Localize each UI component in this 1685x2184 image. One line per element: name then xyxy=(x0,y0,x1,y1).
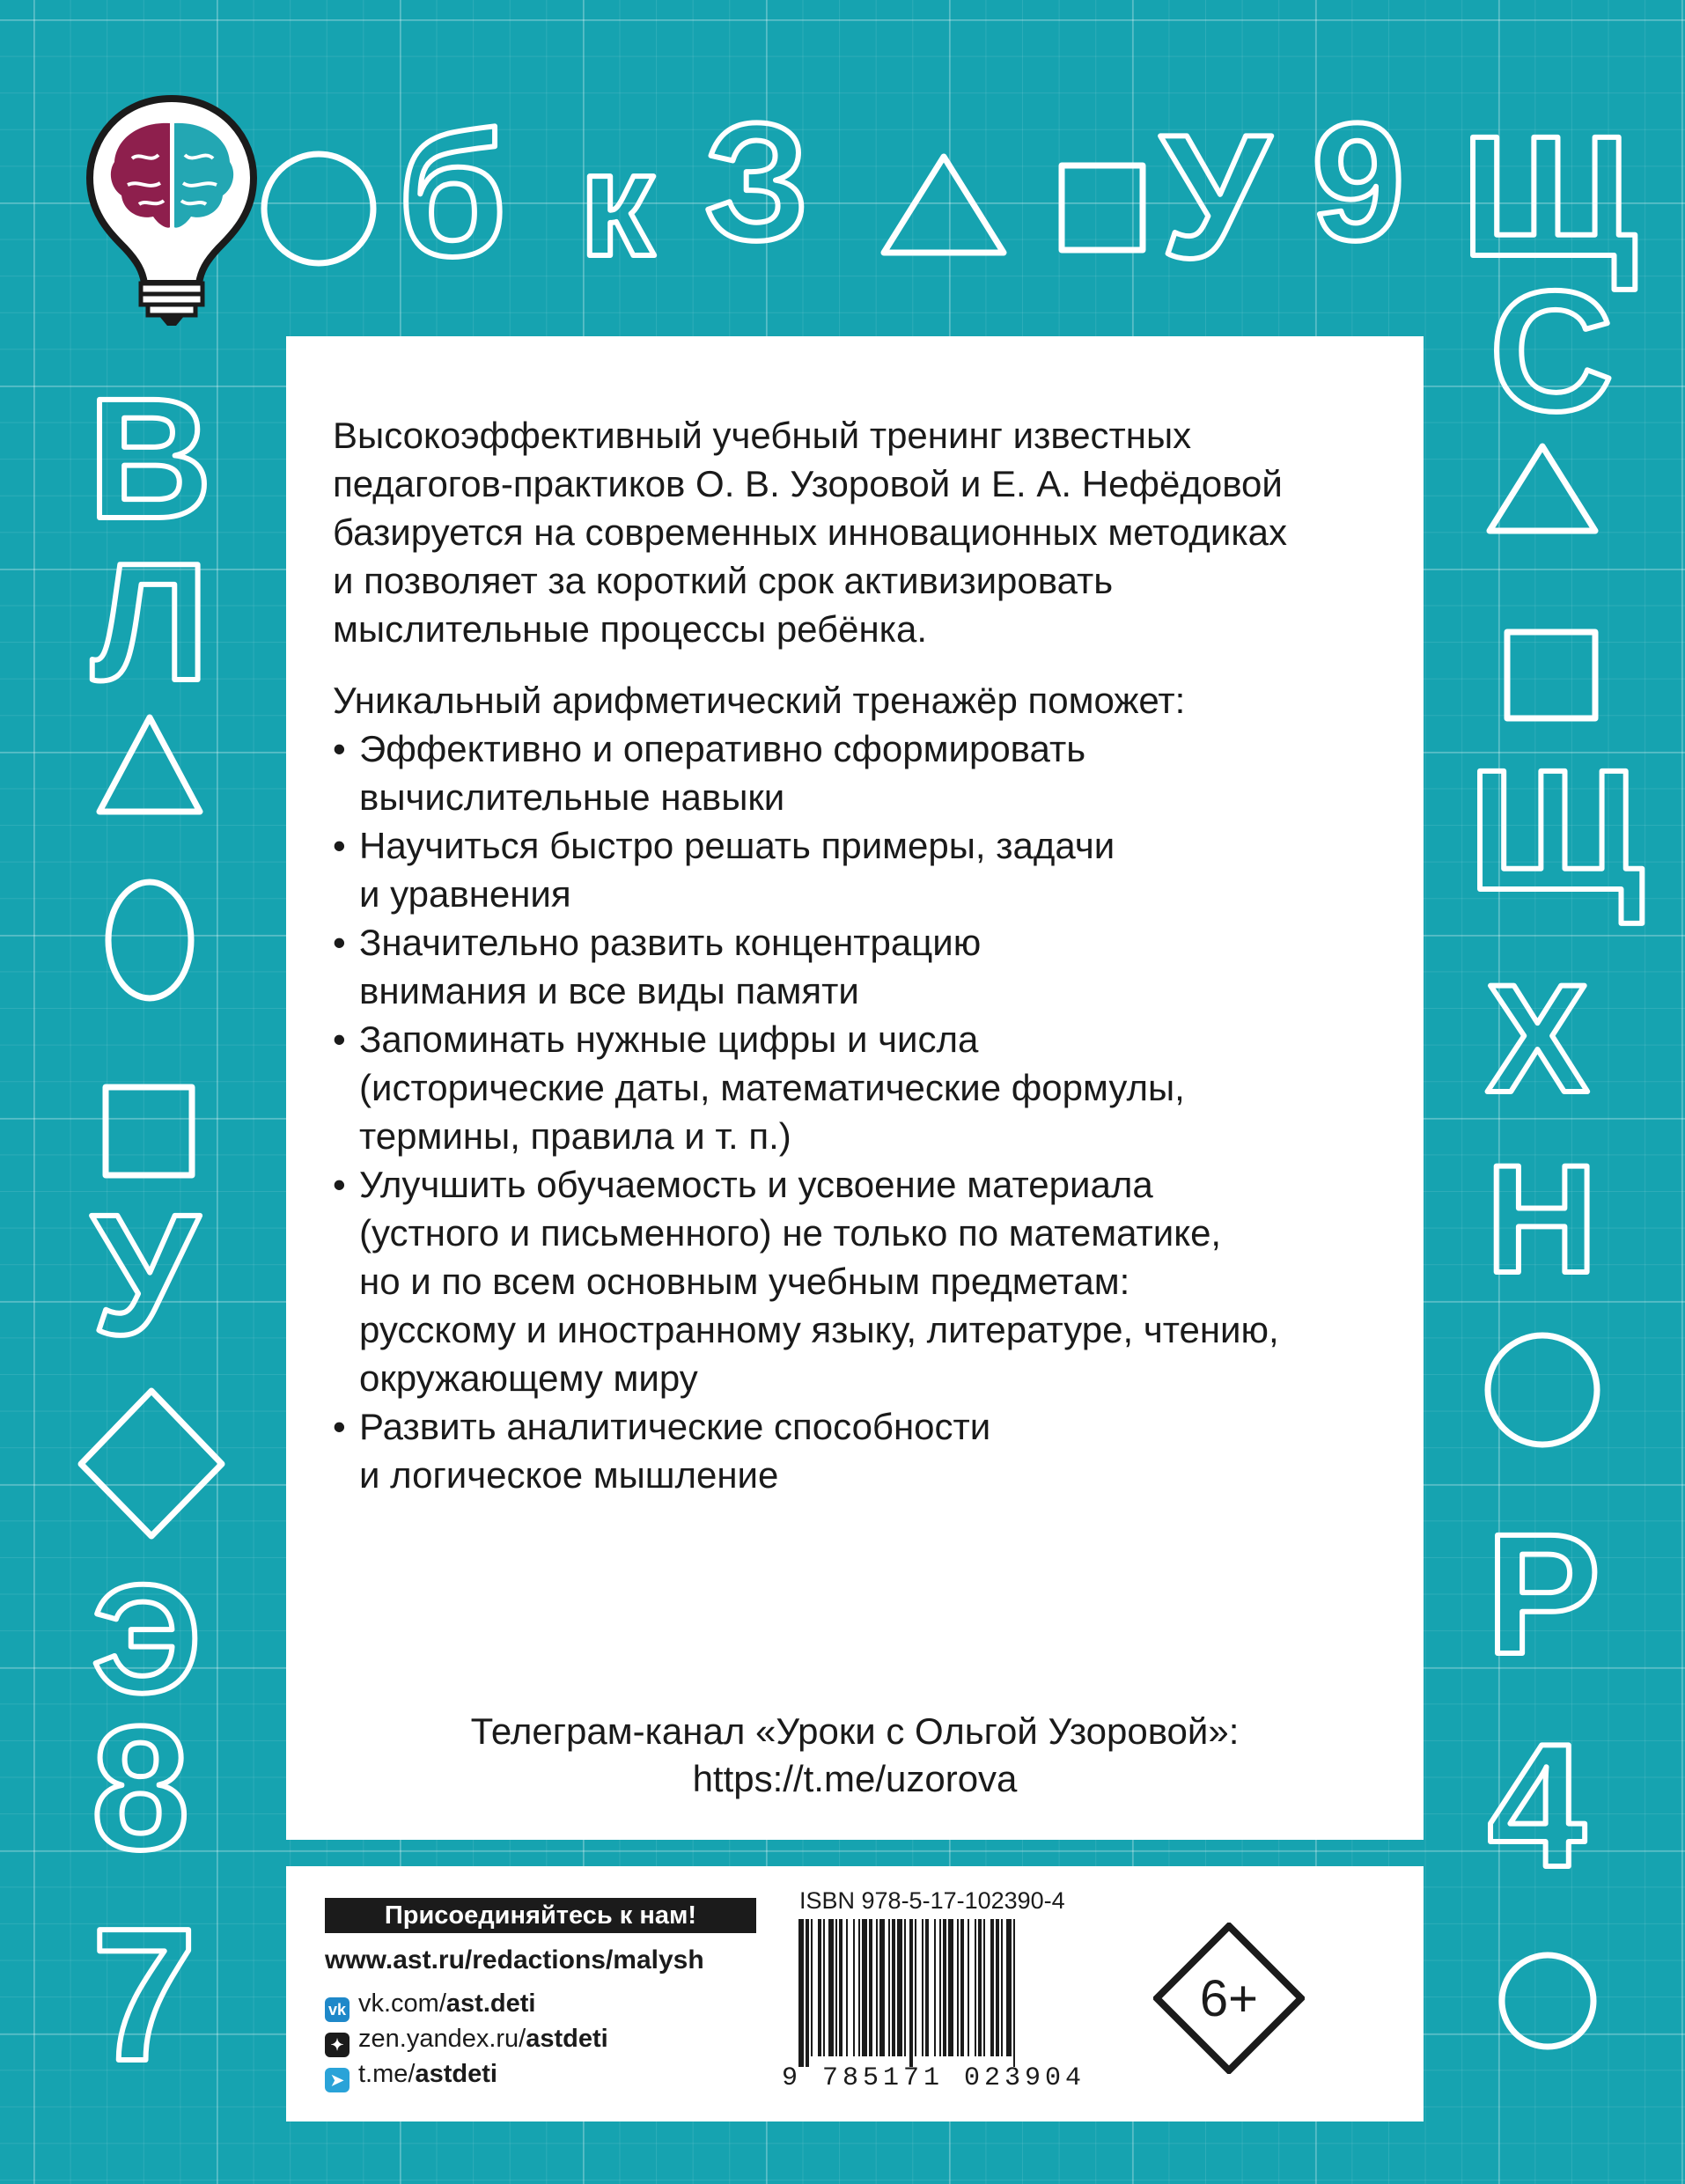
benefit-line: Научиться быстро решать примеры, задачи xyxy=(359,825,1115,866)
benefit-line: но и по всем основным учебным предметам: xyxy=(359,1261,1130,1302)
barcode-bar xyxy=(983,1919,985,2056)
decor-letter: Л xyxy=(92,529,210,716)
decor-letter: б xyxy=(398,97,507,293)
social-prefix: zen.yandex.ru/ xyxy=(358,2025,526,2053)
barcode-bar xyxy=(892,1919,895,2056)
oval-shape xyxy=(108,882,191,998)
triangle-shape xyxy=(99,717,200,812)
intro-line: Высокоэффективный учебный тренинг известных xyxy=(333,415,1192,456)
benefit-line: Улучшить обучаемость и усвоение материала xyxy=(359,1164,1153,1205)
barcode-bar xyxy=(978,1919,982,2056)
barcode-bar xyxy=(835,1919,837,2056)
barcode-bar xyxy=(853,1919,855,2056)
footer-panel xyxy=(286,1866,1424,2121)
benefit-item xyxy=(333,821,1389,918)
barcode-bar xyxy=(996,1919,999,2056)
intro-line: базируется на современных инновационных методиках xyxy=(333,511,1288,553)
barcode-bar xyxy=(888,1919,890,2056)
barcode-bar xyxy=(990,1919,994,2056)
benefit-item xyxy=(333,1160,1389,1402)
telegram-channel-link[interactable]: https://t.me/uzorova xyxy=(692,1758,1018,1799)
barcode-bar xyxy=(975,1919,976,2056)
circle-shape xyxy=(1488,1335,1597,1445)
barcode-bar xyxy=(823,1919,825,2056)
decor-letter: В xyxy=(88,363,212,555)
join-banner: Присоединяйтесь к нам! xyxy=(325,1898,756,1933)
barcode-bar xyxy=(925,1919,929,2056)
benefit-item xyxy=(333,918,1389,1015)
barcode-bar xyxy=(922,1919,923,2056)
barcode-bar xyxy=(957,1919,959,2056)
triangle-shape xyxy=(884,157,1004,253)
decor-letter: к xyxy=(579,121,655,288)
benefit-line: и логическое мышление xyxy=(359,1454,779,1496)
decor-letter: Щ xyxy=(1461,100,1637,292)
intro-line: педагогов-практиков О. В. Узоровой и Е. А. Нефёдовой xyxy=(333,463,1283,504)
decor-letter: Н xyxy=(1486,1134,1598,1305)
barcode-bar xyxy=(862,1919,867,2056)
decor-digit: 4 xyxy=(1488,1708,1586,1904)
social-link-telegram[interactable] xyxy=(325,2060,497,2092)
benefit-item xyxy=(333,1402,1389,1499)
barcode-bar xyxy=(879,1919,885,2056)
social-handle: astdeti xyxy=(415,2060,497,2088)
social-handle: ast.deti xyxy=(445,1989,536,2018)
barcode-digits: 9 785171 023904 xyxy=(782,2063,1086,2093)
zen-icon: ✦ xyxy=(325,2033,350,2057)
telegram-channel-title: Телеграм-канал «Уроки с Ольгой Узоровой»: xyxy=(470,1710,1240,1752)
decor-letter: У xyxy=(1160,99,1270,295)
telegram-channel xyxy=(286,1708,1424,1803)
barcode-bar xyxy=(939,1919,941,2056)
decor-letter: Щ xyxy=(1468,734,1644,926)
benefit-line: окружающему миру xyxy=(359,1357,698,1399)
barcode-bar xyxy=(897,1919,902,2056)
website-link[interactable]: www.ast.ru/redactions/malysh xyxy=(325,1945,704,1974)
isbn-text: ISBN 978-5-17-102390-4 xyxy=(799,1887,1065,1914)
decor-digit: 7 xyxy=(92,1888,197,2100)
barcode-bar xyxy=(806,1919,809,2067)
barcode-bar xyxy=(869,1919,872,2056)
benefit-line: Значительно развить концентрацию xyxy=(359,922,982,963)
barcode-bar xyxy=(1001,1919,1003,2056)
barcode-bar xyxy=(839,1919,842,2056)
social-link-vk[interactable] xyxy=(325,1989,535,2022)
barcode-bar xyxy=(828,1919,834,2056)
benefit-line: термины, правила и т. п.) xyxy=(359,1115,791,1157)
benefit-line: (исторические даты, математические формулы, xyxy=(359,1067,1185,1108)
brain-lightbulb-icon xyxy=(90,99,254,326)
social-prefix: t.me/ xyxy=(358,2060,416,2088)
barcode-bar xyxy=(818,1919,821,2056)
age-rating-text: 6+ xyxy=(1199,1970,1259,2027)
benefits-list xyxy=(333,724,1389,1499)
square-shape xyxy=(1507,632,1595,718)
barcode-bar xyxy=(846,1919,848,2056)
barcode-bar xyxy=(904,1919,906,2056)
barcode-bar xyxy=(876,1919,878,2056)
social-prefix: vk.com/ xyxy=(358,1989,446,2018)
benefit-line: (устного и письменного) не только по математике, xyxy=(359,1212,1222,1254)
decor-letter: Х xyxy=(1486,953,1589,1125)
benefit-line: внимания и все виды памяти xyxy=(359,970,859,1011)
benefit-item xyxy=(333,724,1389,821)
benefit-line: русскому и иностранному языку, литературе, чтению, xyxy=(359,1309,1279,1350)
barcode-bar xyxy=(1013,1919,1015,2067)
barcode xyxy=(797,1919,1080,2067)
decor-letter: Э xyxy=(92,1554,202,1725)
benefit-line: Развить аналитические способности xyxy=(359,1406,991,1447)
description-body xyxy=(333,411,1389,1499)
barcode-bar xyxy=(1006,1919,1012,2056)
barcode-bar xyxy=(968,1919,969,2056)
age-rating-badge xyxy=(1153,1923,1305,2074)
square-shape xyxy=(106,1087,192,1175)
decor-letter: 9 xyxy=(1312,89,1405,276)
barcode-bar xyxy=(909,1919,913,2067)
social-handle: astdeti xyxy=(526,2025,608,2053)
diamond-shape xyxy=(81,1391,222,1536)
decor-digit: 8 xyxy=(92,1690,190,1886)
vk-icon: vk xyxy=(325,1997,350,2022)
social-link-zen[interactable] xyxy=(325,2025,608,2057)
square-shape xyxy=(1062,165,1143,250)
intro-line: и позволяет за короткий срок активизировать xyxy=(333,560,1114,601)
benefit-line: вычислительные навыки xyxy=(359,776,785,818)
decor-letter: Р xyxy=(1486,1498,1601,1690)
circle-shape xyxy=(1502,1955,1593,2047)
benefit-line: и уравнения xyxy=(359,873,571,915)
decor-letter: У xyxy=(92,1179,199,1371)
telegram-icon: ➤ xyxy=(325,2068,350,2092)
benefit-line: Запоминать нужные цифры и числа xyxy=(359,1018,979,1060)
intro-paragraph xyxy=(333,411,1389,653)
circle-shape xyxy=(264,154,373,263)
barcode-bar xyxy=(798,1919,804,2067)
barcode-bar xyxy=(858,1919,860,2056)
barcode-bar xyxy=(943,1919,946,2056)
barcode-bar xyxy=(960,1919,964,2056)
benefits-lead: Уникальный арифметический тренажёр поможет: xyxy=(333,680,1186,721)
barcode-bar xyxy=(948,1919,953,2056)
triangle-shape xyxy=(1490,446,1595,531)
benefit-line: Эффективно и оперативно сформировать xyxy=(359,728,1086,769)
barcode-bar xyxy=(934,1919,936,2056)
description-panel xyxy=(286,336,1424,1840)
barcode-bar xyxy=(915,1919,916,2056)
intro-line: мыслительные процессы ребёнка. xyxy=(333,608,927,650)
decor-letter: З xyxy=(704,89,810,276)
benefit-item xyxy=(333,1015,1389,1160)
barcode-bar xyxy=(811,1919,813,2056)
decor-letter: С xyxy=(1490,255,1614,447)
